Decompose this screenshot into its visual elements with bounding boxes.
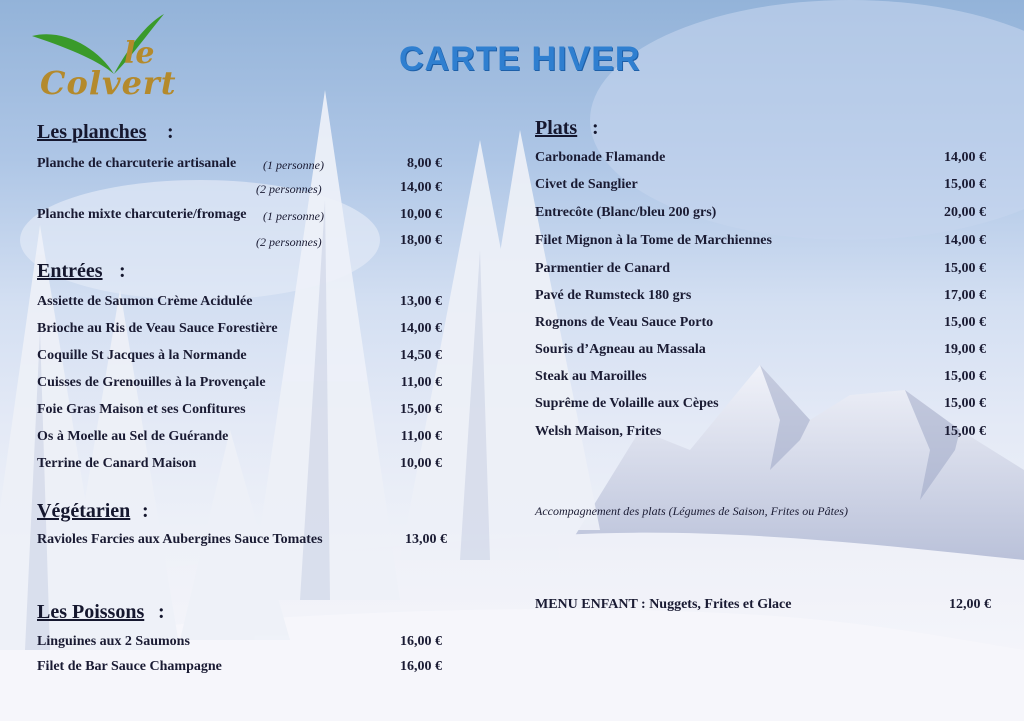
plat-name: Civet de Sanglier bbox=[535, 177, 638, 192]
entree-price: 14,50 € bbox=[400, 348, 442, 363]
vegetarien-heading-colon: : bbox=[142, 500, 149, 522]
plat-name: Pavé de Rumsteck 180 grs bbox=[535, 288, 692, 303]
plat-name: Souris d’Agneau au Massala bbox=[535, 342, 706, 357]
plat-price: 14,00 € bbox=[944, 233, 986, 248]
plat-name: Entrecôte (Blanc/bleu 200 grs) bbox=[535, 205, 717, 220]
poissons-heading-colon: : bbox=[158, 601, 165, 623]
entree-name: Cuisses de Grenouilles à la Provençale bbox=[37, 375, 266, 390]
accompaniment-note: Accompagnement des plats (Légumes de Saison, Frites ou Pâtes) bbox=[535, 504, 848, 518]
page-title: CARTE HIVER bbox=[399, 40, 641, 78]
entree-price: 11,00 € bbox=[400, 375, 442, 390]
planche-portion: (2 personnes) bbox=[256, 182, 322, 196]
le-colvert-logo bbox=[28, 10, 248, 115]
planche-portion: (1 personne) bbox=[263, 209, 324, 223]
entree-name: Brioche au Ris de Veau Sauce Forestière bbox=[37, 321, 278, 336]
entree-name: Coquille St Jacques à la Normande bbox=[37, 348, 247, 363]
plats-heading-colon: : bbox=[592, 117, 599, 139]
poisson-name: Filet de Bar Sauce Champagne bbox=[37, 659, 222, 674]
poisson-price: 16,00 € bbox=[400, 634, 442, 649]
entree-price: 13,00 € bbox=[400, 294, 442, 309]
planche-price: 10,00 € bbox=[400, 207, 442, 222]
plat-name: Parmentier de Canard bbox=[535, 261, 671, 276]
entree-price: 15,00 € bbox=[400, 402, 442, 417]
plat-price: 14,00 € bbox=[944, 150, 986, 165]
entrees-heading-colon: : bbox=[119, 260, 126, 282]
plat-price: 15,00 € bbox=[944, 396, 986, 411]
plat-price: 15,00 € bbox=[944, 177, 986, 192]
menu-enfant-label: MENU ENFANT : Nuggets, Frites et Glace bbox=[535, 597, 792, 612]
planche-portion: (1 personne) bbox=[263, 158, 324, 172]
plat-price: 15,00 € bbox=[944, 424, 986, 439]
planches-heading: Les planches bbox=[37, 121, 147, 143]
poisson-price: 16,00 € bbox=[400, 659, 442, 674]
plat-name: Suprême de Volaille aux Cèpes bbox=[535, 396, 719, 411]
plat-name: Steak au Maroilles bbox=[535, 369, 647, 384]
entree-price: 14,00 € bbox=[400, 321, 442, 336]
entree-price: 11,00 € bbox=[400, 429, 442, 444]
plat-name: Carbonade Flamande bbox=[535, 150, 666, 165]
plat-price: 20,00 € bbox=[944, 205, 986, 220]
plat-price: 17,00 € bbox=[944, 288, 986, 303]
logo-colvert: Colvert bbox=[40, 64, 177, 102]
vegetarien-name: Ravioles Farcies aux Aubergines Sauce Tomates bbox=[37, 532, 323, 547]
planche-price: 18,00 € bbox=[400, 233, 442, 248]
plat-name: Filet Mignon à la Tome de Marchiennes bbox=[535, 233, 772, 248]
menu-enfant-price: 12,00 € bbox=[949, 597, 991, 612]
logo-le: le bbox=[124, 36, 155, 71]
vegetarien-heading: Végétarien bbox=[37, 500, 131, 522]
entrees-heading: Entrées bbox=[37, 260, 103, 282]
poisson-name: Linguines aux 2 Saumons bbox=[37, 634, 190, 649]
poissons-heading: Les Poissons bbox=[37, 601, 145, 623]
vegetarien-price: 13,00 € bbox=[405, 532, 447, 547]
entree-price: 10,00 € bbox=[400, 456, 442, 471]
plat-name: Welsh Maison, Frites bbox=[535, 424, 662, 439]
entree-name: Foie Gras Maison et ses Confitures bbox=[37, 402, 246, 417]
planches-heading-colon: : bbox=[167, 121, 174, 143]
entree-name: Os à Moelle au Sel de Guérande bbox=[37, 429, 229, 444]
planche-name: Planche de charcuterie artisanale bbox=[37, 156, 237, 171]
planche-portion: (2 personnes) bbox=[256, 235, 322, 249]
plat-price: 19,00 € bbox=[944, 342, 986, 357]
planche-price: 8,00 € bbox=[407, 156, 442, 171]
plats-heading: Plats bbox=[535, 117, 578, 139]
planche-name: Planche mixte charcuterie/fromage bbox=[37, 207, 247, 222]
entree-name: Assiette de Saumon Crème Acidulée bbox=[37, 294, 253, 309]
planche-price: 14,00 € bbox=[400, 180, 442, 195]
plat-price: 15,00 € bbox=[944, 261, 986, 276]
plat-price: 15,00 € bbox=[944, 369, 986, 384]
plat-name: Rognons de Veau Sauce Porto bbox=[535, 315, 714, 330]
entree-name: Terrine de Canard Maison bbox=[37, 456, 197, 471]
plat-price: 15,00 € bbox=[944, 315, 986, 330]
